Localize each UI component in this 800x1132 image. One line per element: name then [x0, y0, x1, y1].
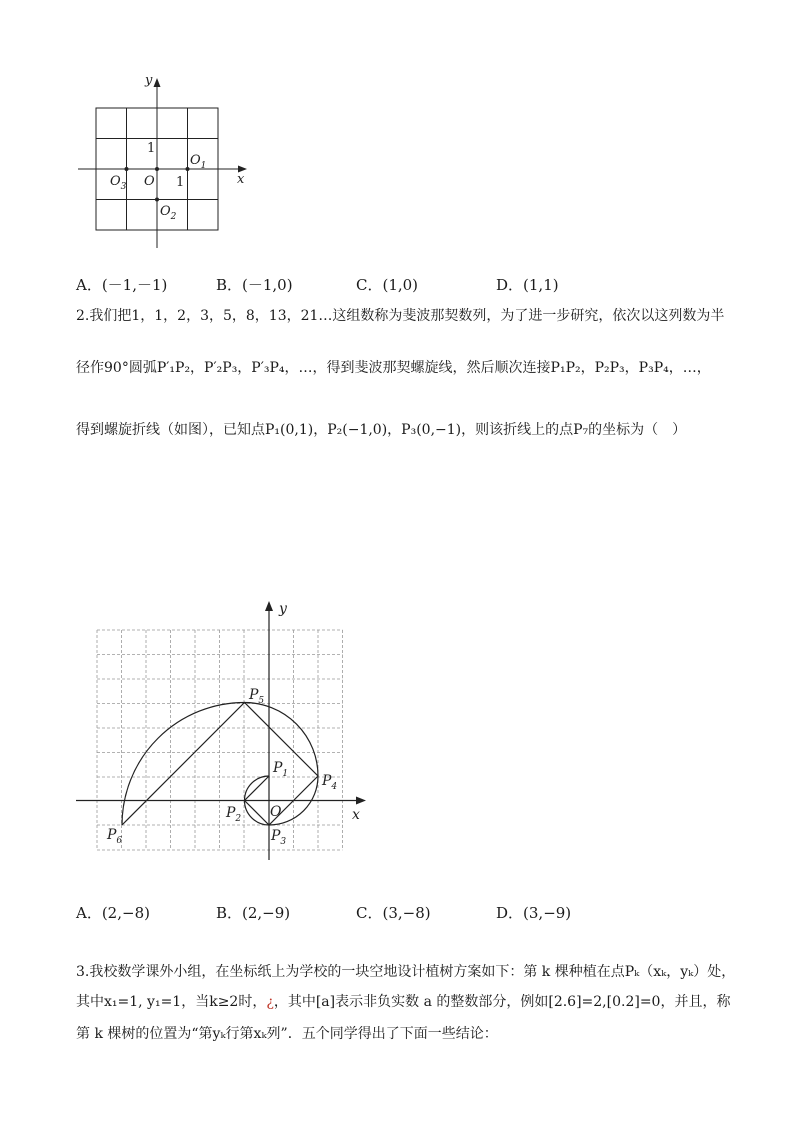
q3-line-1: 3.我校数学课外小组，在坐标纸上为学校的一块空地设计植树方案如下：第 k 棵种植在点Pₖ（xₖ，yₖ）处， — [76, 964, 736, 980]
q3-line-2-start: 其中x₁=1, y₁=1，当k≥2时， — [76, 994, 267, 1010]
q2-option-d[interactable]: D．(3,−9) — [496, 904, 572, 922]
q2-option-c[interactable]: C．(3,−8) — [356, 904, 431, 922]
fig2-p3-label: $P_3$ — [271, 828, 287, 847]
q1-option-a[interactable]: A．(－1,－1) — [76, 276, 168, 294]
fig2-p2-label: $P_2$ — [226, 805, 242, 824]
figure-2-spiral — [70, 595, 380, 860]
fig1-one-x: 1 — [176, 175, 185, 190]
fig1-o2-label: $O_2$ — [160, 204, 177, 222]
fig2-p4-label: $P_4$ — [322, 773, 338, 792]
fig1-y-label: y — [145, 73, 153, 88]
q3-line-2 — [76, 992, 730, 1012]
q3-line-3: 第 k 棵树的位置为“第yₖ行第xₖ列”．五个同学得出了下面一些结论： — [76, 1026, 498, 1042]
q1-option-c[interactable]: C．(1,0) — [356, 276, 419, 294]
figure-1-grid — [70, 70, 260, 260]
fig1-o1-label: $O_1$ — [190, 153, 207, 171]
q1-options — [76, 274, 726, 296]
fig1-origin-label: O — [144, 174, 155, 189]
fig2-p5-label: $P_5$ — [249, 687, 265, 706]
fig1-x-label: x — [237, 172, 245, 187]
q2-options — [76, 902, 726, 924]
fig2-x-label: x — [352, 807, 360, 823]
q1-option-d[interactable]: D．(1,1) — [496, 276, 559, 294]
fig2-origin-label: O — [270, 804, 282, 820]
q3-line-2-glyph: ¿ — [266, 994, 274, 1010]
q2-line-3: 得到螺旋折线（如图），已知点P₁(0,1)，P₂(−1,0)，P₃(0,−1)，则该折线上的点P₇的坐标为（ ） — [76, 422, 687, 438]
q2-option-b[interactable]: B．(2,−9) — [216, 904, 291, 922]
fig2-p6-label: $P_6$ — [107, 827, 123, 846]
fig2-y-label: y — [279, 601, 287, 617]
q2-line-2: 径作90°圆弧P′₁P₂，P′₂P₃，P′₃P₄，…，得到斐波那契螺旋线，然后顺次连接P₁P₂，P₂P₃，P₃P₄，…， — [76, 360, 711, 376]
fig1-o3-label: $O_3$ — [110, 174, 127, 192]
q2-option-a[interactable]: A．(2,−8) — [76, 904, 150, 922]
q1-option-b[interactable]: B．(－1,0) — [216, 276, 293, 294]
q2-line-1: 2.我们把1，1，2，3，5，8，13，21…这组数称为斐波那契数列，为了进一步研究，依次以这列数为半 — [76, 308, 725, 324]
q3-line-2-end: ，其中[a]表示非负实数 a 的整数部分，例如[2.6]=2,[0.2]=0，并且，称 — [273, 994, 731, 1010]
fig1-one-y: 1 — [147, 141, 156, 156]
fig2-p1-label: $P_1$ — [273, 760, 289, 779]
